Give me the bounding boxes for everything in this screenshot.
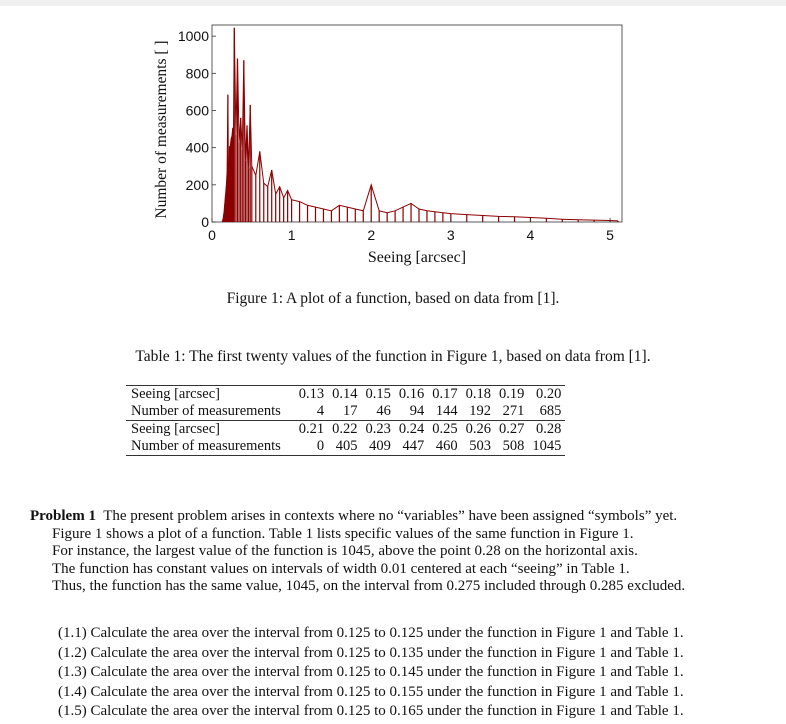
question-list xyxy=(58,624,778,722)
bar xyxy=(339,205,340,222)
bar xyxy=(271,170,272,222)
table-cell: 460 xyxy=(428,438,461,456)
table-cell: 46 xyxy=(362,403,395,421)
y-axis-label: Number of measurements [ ] xyxy=(153,40,170,219)
bar xyxy=(267,187,268,222)
bar xyxy=(387,213,388,222)
table-cell: 0.14 xyxy=(328,386,361,404)
table-cell: 0.18 xyxy=(462,386,495,404)
bar xyxy=(283,198,284,222)
bar xyxy=(315,207,316,222)
table-cell: 0.21 xyxy=(298,421,325,437)
question-item: (1.3) Calculate the area over the interval from 0.125 to 0.145 under the function in Figure 1 and Table 1. xyxy=(58,664,684,680)
y-tick-label: 200 xyxy=(185,176,209,193)
table-cell: 0.27 xyxy=(499,421,525,437)
table-caption: Table 1: The first twenty values of the function in Figure 1, based on data from [1]. xyxy=(135,348,651,365)
bar xyxy=(323,209,324,222)
table-cell: 409 xyxy=(362,438,395,456)
y-tick-label: 800 xyxy=(185,65,209,82)
bar xyxy=(279,187,280,222)
row-label: Number of measurements xyxy=(126,438,295,456)
table-cell: 685 xyxy=(528,403,565,421)
bar xyxy=(251,166,252,222)
table-row xyxy=(126,438,565,456)
table-cell: 0.26 xyxy=(465,421,492,437)
table-cell: 4 xyxy=(295,403,328,421)
bar xyxy=(355,209,356,222)
top-bar xyxy=(0,0,786,6)
bar xyxy=(442,213,443,222)
row-label: Number of measurements xyxy=(126,403,295,421)
figure-caption: Figure 1: A plot of a function, based on data from [1]. xyxy=(226,290,560,307)
problem-line: The function has constant values on intervals of width 0.01 centered at each “seeing” in Table 1. xyxy=(52,560,630,577)
series-line xyxy=(222,28,618,222)
bar xyxy=(259,151,260,222)
table-cell: 0.13 xyxy=(295,386,328,404)
table-cell: 1045 xyxy=(528,438,565,456)
bar xyxy=(410,203,411,222)
y-tick-label: 1000 xyxy=(177,28,209,45)
bar xyxy=(248,168,249,222)
problem-title: Problem 1 xyxy=(30,508,96,524)
bar xyxy=(242,150,243,222)
question-item: (1.1) Calculate the area over the interval from 0.125 to 0.125 under the function in Figure 1 and Table 1. xyxy=(58,625,684,641)
bar xyxy=(331,211,332,222)
x-tick-label: 3 xyxy=(446,227,455,243)
question-item: (1.2) Calculate the area over the interval from 0.125 to 0.135 under the function in Figure 1 and Table 1. xyxy=(58,644,684,661)
table-cell: 0.23 xyxy=(365,421,391,437)
values-table xyxy=(126,385,565,456)
bar xyxy=(546,218,547,222)
bar xyxy=(299,202,300,222)
x-tick-label: 2 xyxy=(367,227,376,243)
table-cell: 508 xyxy=(495,438,528,456)
table-cell: 0.15 xyxy=(362,386,395,404)
problem-line: Thus, the function has the same value, 1045, on the interval from 0.275 included through 0.285 excluded. xyxy=(52,578,686,595)
table-cell: 0.22 xyxy=(332,421,358,437)
seeing-histogram-chart xyxy=(130,14,650,279)
x-tick-label: 5 xyxy=(606,227,614,243)
question-item: (1.4) Calculate the area over the interval from 0.125 to 0.155 under the function in Figure 1 and Table 1. xyxy=(58,683,684,700)
bar xyxy=(307,205,308,222)
table-cell: 0.24 xyxy=(398,421,425,437)
y-tick-label: 400 xyxy=(185,139,209,156)
bar xyxy=(255,176,256,222)
bar xyxy=(238,142,239,222)
bar xyxy=(363,211,364,222)
question-item: (1.5) Calculate the area over the interval from 0.125 to 0.165 under the function in Figure 1 and Table 1. xyxy=(58,703,684,719)
bar xyxy=(514,217,515,222)
bar xyxy=(498,216,499,222)
bar xyxy=(275,194,276,222)
bar xyxy=(395,211,396,222)
table-cell: 0.19 xyxy=(495,386,528,404)
problem-line: For instance, the largest value of the function is 1045, above the point 0.28 on the horizontal axis. xyxy=(52,543,638,560)
y-tick-label: 0 xyxy=(201,214,209,230)
table-cell: 405 xyxy=(328,438,361,456)
table-cell: 0.25 xyxy=(432,421,458,437)
table-cell: 94 xyxy=(395,403,428,421)
bar xyxy=(466,215,467,222)
row-label: Seeing [arcsec] xyxy=(131,421,220,437)
bar xyxy=(347,207,348,222)
bar xyxy=(263,183,264,222)
table-cell: 0 xyxy=(295,438,328,456)
table-cell: 0.16 xyxy=(395,386,428,404)
table-cell: 503 xyxy=(462,438,495,456)
problem-line: Figure 1 shows a plot of a function. Table 1 lists specific values of the same function in Figure 1. xyxy=(52,525,634,542)
bar xyxy=(482,215,483,222)
bar xyxy=(371,185,372,222)
table-row xyxy=(126,421,565,439)
bar xyxy=(235,135,236,222)
problem-text: The present problem arises in contexts where no “variables” have been assigned “symbols” yet. xyxy=(103,508,678,524)
table-cell: 0.20 xyxy=(528,386,565,404)
table-cell: 0.17 xyxy=(428,386,461,404)
bar xyxy=(287,190,288,222)
problem-first-line xyxy=(30,508,770,526)
y-tick-label: 600 xyxy=(185,102,209,119)
problem-statement xyxy=(30,508,770,596)
bar xyxy=(379,211,380,222)
bar xyxy=(245,161,246,222)
table-cell: 0.28 xyxy=(536,421,562,437)
bar xyxy=(418,209,419,222)
x-tick-label: 1 xyxy=(287,227,296,243)
bar xyxy=(402,207,403,222)
table-cell: 144 xyxy=(428,403,461,421)
table-cell: 271 xyxy=(495,403,528,421)
bar xyxy=(434,212,435,222)
x-axis-label: Seeing [arcsec] xyxy=(367,249,467,266)
x-tick-label: 0 xyxy=(208,227,216,243)
table-row xyxy=(126,403,565,421)
table-cell: 447 xyxy=(395,438,428,456)
x-tick-label: 4 xyxy=(526,227,535,243)
plot-frame xyxy=(212,25,622,222)
table-cell: 192 xyxy=(462,403,495,421)
bar xyxy=(426,211,427,222)
table-row xyxy=(126,386,565,404)
table-cell: 17 xyxy=(328,403,361,421)
row-label: Seeing [arcsec] xyxy=(126,386,295,404)
